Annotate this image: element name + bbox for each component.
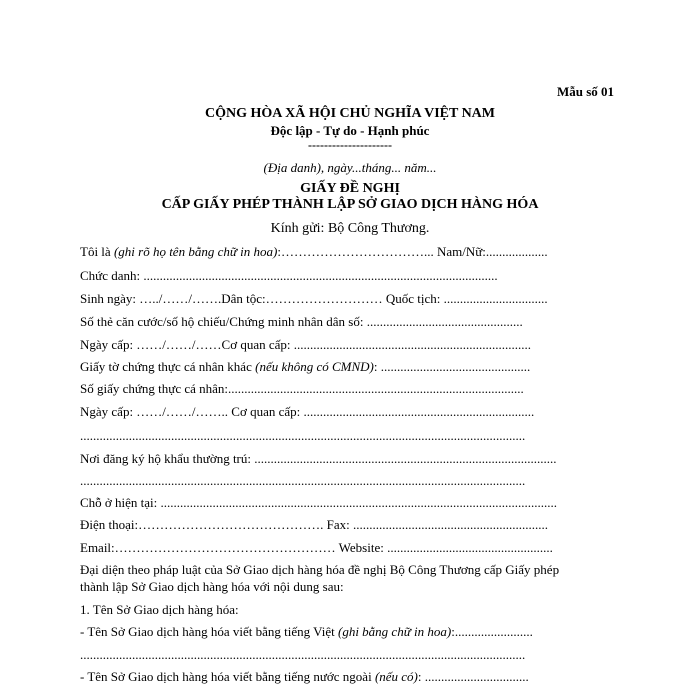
country-name: CỘNG HÒA XÃ HỘI CHỦ NGHĨA VIỆT NAM	[204, 106, 495, 121]
phone-fax-line: Điện thoại:……………………………………. Fax: ............................................................	[80, 517, 548, 532]
issue-date-line-2: Ngày cấp: ……/……/…….. Cơ quan cấp: .......................................................................	[80, 404, 535, 419]
applicant-name-field: :……………………………... Nam/Nữ:...................	[277, 244, 548, 259]
vietnamese-name-field: :........................	[451, 624, 533, 639]
id-number-line: Số thẻ căn cước/số hộ chiếu/Chứng minh nhân dân số: ................................................	[80, 314, 523, 329]
other-document-hint: (nếu không có CMND)	[255, 359, 374, 374]
national-motto: Độc lập - Tự do - Hạnh phúc	[270, 123, 430, 138]
request-paragraph-line-2: thành lập Sở Giao dịch hàng hóa với nội dung sau:	[80, 579, 344, 594]
vietnamese-name-line	[80, 624, 533, 640]
permanent-residence-line: Nơi đăng ký hộ khẩu thường trú: .............................................................................................	[80, 451, 557, 466]
request-paragraph-line-1: Đại diện theo pháp luật của Sở Giao dịch hàng hóa đề nghị Bộ Công Thương cấp Giấy phép	[80, 562, 560, 577]
document-title: GIẤY ĐỀ NGHỊ	[300, 181, 400, 196]
blank-dotted-line: .........................................................................................................................................	[80, 647, 526, 662]
blank-dotted-line: .........................................................................................................................................	[80, 428, 526, 443]
recipient-line: Kính gửi: Bộ Công Thương.	[270, 221, 430, 236]
other-document-number-line: Số giấy chứng thực cá nhân:...........................................................................................	[80, 381, 524, 396]
applicant-name-line	[80, 244, 548, 260]
other-document-line	[80, 359, 530, 375]
current-address-line: Chỗ ở hiện tại: ..........................................................................................................................	[80, 495, 558, 510]
birth-ethnicity-nationality-line: Sinh ngày: …../……/…….Dân tộc:……………………… Quốc tịch: ................................	[80, 291, 548, 306]
foreign-name-field: : ................................	[417, 669, 529, 684]
header-separator: ---------------------	[308, 138, 392, 152]
blank-dotted-line: .........................................................................................................................................	[80, 473, 526, 488]
other-document-field: : ..............................................	[373, 359, 531, 374]
foreign-name-hint: (nếu có)	[374, 669, 418, 684]
applicant-name-hint: (ghi rõ họ tên bằng chữ in hoa)	[113, 244, 278, 259]
other-document-label: Giấy tờ chứng thực cá nhân khác	[80, 359, 256, 374]
section-1-heading: 1. Tên Sở Giao dịch hàng hóa:	[80, 602, 239, 617]
applicant-name-label: Tôi là	[80, 244, 114, 259]
place-date-line: (Địa danh), ngày...tháng... năm...	[263, 160, 437, 175]
vietnamese-name-hint: (ghi bằng chữ in hoa)	[337, 624, 452, 639]
foreign-name-label: - Tên Sở Giao dịch hàng hóa viết bằng tiếng nước ngoài	[80, 669, 375, 684]
issue-date-line: Ngày cấp: ……/……/……Cơ quan cấp: .........................................................................	[80, 337, 532, 352]
position-line: Chức danh: .............................................................................................................	[80, 268, 498, 283]
vietnamese-name-label: - Tên Sở Giao dịch hàng hóa viết bằng tiếng Việt	[80, 624, 338, 639]
form-number: Mẫu số 01	[557, 84, 615, 99]
document-subtitle: CẤP GIẤY PHÉP THÀNH LẬP SỞ GIAO DỊCH HÀNG HÓA	[161, 197, 539, 212]
foreign-name-line	[80, 669, 529, 685]
email-website-line: Email:…………………………………………… Website: ...................................................	[80, 540, 553, 555]
